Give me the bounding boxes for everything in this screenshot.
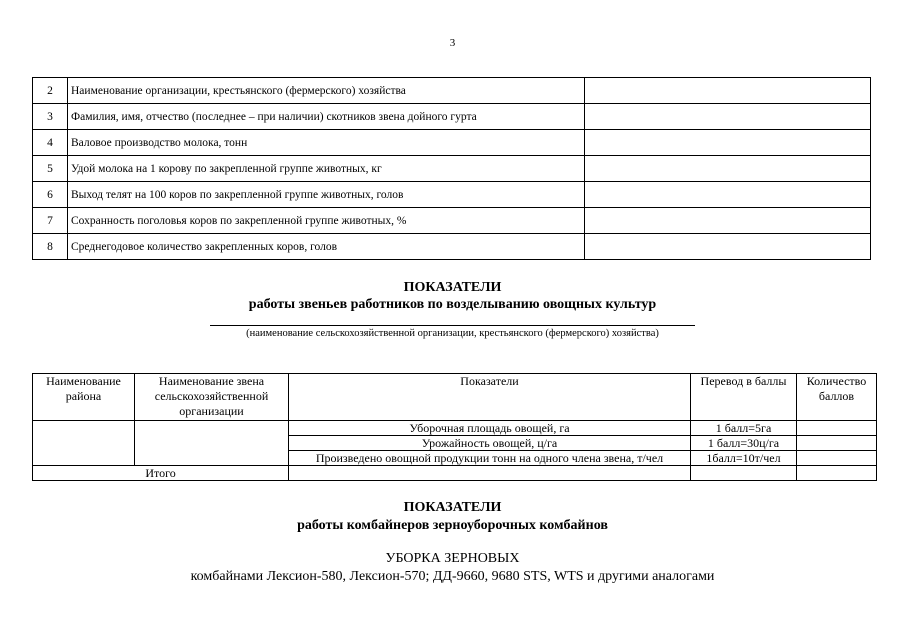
- row-number: 7: [33, 208, 68, 234]
- points-cell: [797, 436, 877, 451]
- table-row: [33, 78, 871, 104]
- table-total-row: [33, 466, 877, 481]
- row-number: 8: [33, 234, 68, 260]
- row-number: 4: [33, 130, 68, 156]
- row-label: Выход телят на 100 коров по закрепленной группе животных, голов: [68, 182, 585, 208]
- conversion-cell: 1 балл=30ц/га: [691, 436, 797, 451]
- table-row: [33, 421, 877, 436]
- row-label: Среднегодовое количество закрепленных коров, голов: [68, 234, 585, 260]
- value-cell: [585, 130, 871, 156]
- indicator-cell: Произведено овощной продукции тонн на одного члена звена, т/чел: [289, 451, 691, 466]
- header-indicators: Показатели: [289, 374, 691, 421]
- organization-name-caption: (наименование сельскохозяйственной организации, крестьянского (фермерского) хозяйства): [246, 328, 659, 339]
- indicator-cell: Уборочная площадь овощей, га: [289, 421, 691, 436]
- row-label: Наименование организации, крестьянского (фермерского) хозяйства: [68, 78, 585, 104]
- value-cell: [585, 156, 871, 182]
- points-cell: [797, 451, 877, 466]
- indicator-cell: Урожайность овощей, ц/га: [289, 436, 691, 451]
- section-subtitle: работы комбайнеров зерноуборочных комбайнов: [297, 518, 608, 533]
- value-cell: [585, 208, 871, 234]
- row-number: 2: [33, 78, 68, 104]
- row-number: 3: [33, 104, 68, 130]
- value-cell: [585, 234, 871, 260]
- table-header-row: [33, 374, 877, 421]
- section-title: ПОКАЗАТЕЛИ: [403, 500, 502, 515]
- total-indicator-cell: [289, 466, 691, 481]
- table-row: [33, 156, 871, 182]
- section-subtitle: работы звеньев работников по возделыванию овощных культур: [248, 297, 657, 312]
- conversion-cell: 1балл=10т/чел: [691, 451, 797, 466]
- total-conversion-cell: [691, 466, 797, 481]
- row-number: 6: [33, 182, 68, 208]
- table-row: [33, 234, 871, 260]
- section-title: ПОКАЗАТЕЛИ: [403, 280, 502, 295]
- header-district: Наименование района: [33, 374, 135, 421]
- row-label: Сохранность поголовья коров по закрепленной группе животных, %: [68, 208, 585, 234]
- row-number: 5: [33, 156, 68, 182]
- row-label: Фамилия, имя, отчество (последнее – при наличии) скотников звена дойного гурта: [68, 104, 585, 130]
- value-cell: [585, 104, 871, 130]
- unit-cell: [135, 421, 289, 466]
- harvest-heading: УБОРКА ЗЕРНОВЫХ: [385, 551, 520, 566]
- table-row: [33, 104, 871, 130]
- vegetable-indicators-table: [32, 373, 877, 481]
- header-conversion: Перевод в баллы: [691, 374, 797, 421]
- value-cell: [585, 182, 871, 208]
- table-row: [33, 208, 871, 234]
- conversion-cell: 1 балл=5га: [691, 421, 797, 436]
- district-cell: [33, 421, 135, 466]
- dairy-indicators-table: [32, 77, 871, 260]
- harvest-machines-line: комбайнами Лексион-580, Лексион-570; ДД-9660, 9680 STS, WTS и другими аналогами: [190, 569, 715, 584]
- total-points-cell: [797, 466, 877, 481]
- row-label: Удой молока на 1 корову по закрепленной группе животных, кг: [68, 156, 585, 182]
- points-cell: [797, 421, 877, 436]
- header-unit: Наименование звена сельскохозяйственной организации: [135, 374, 289, 421]
- table-row: [33, 130, 871, 156]
- header-points: Количество баллов: [797, 374, 877, 421]
- row-label: Валовое производство молока, тонн: [68, 130, 585, 156]
- table-row: [33, 182, 871, 208]
- organization-name-line: [210, 325, 695, 326]
- value-cell: [585, 78, 871, 104]
- total-label: Итого: [33, 466, 289, 481]
- page-number: 3: [449, 37, 456, 49]
